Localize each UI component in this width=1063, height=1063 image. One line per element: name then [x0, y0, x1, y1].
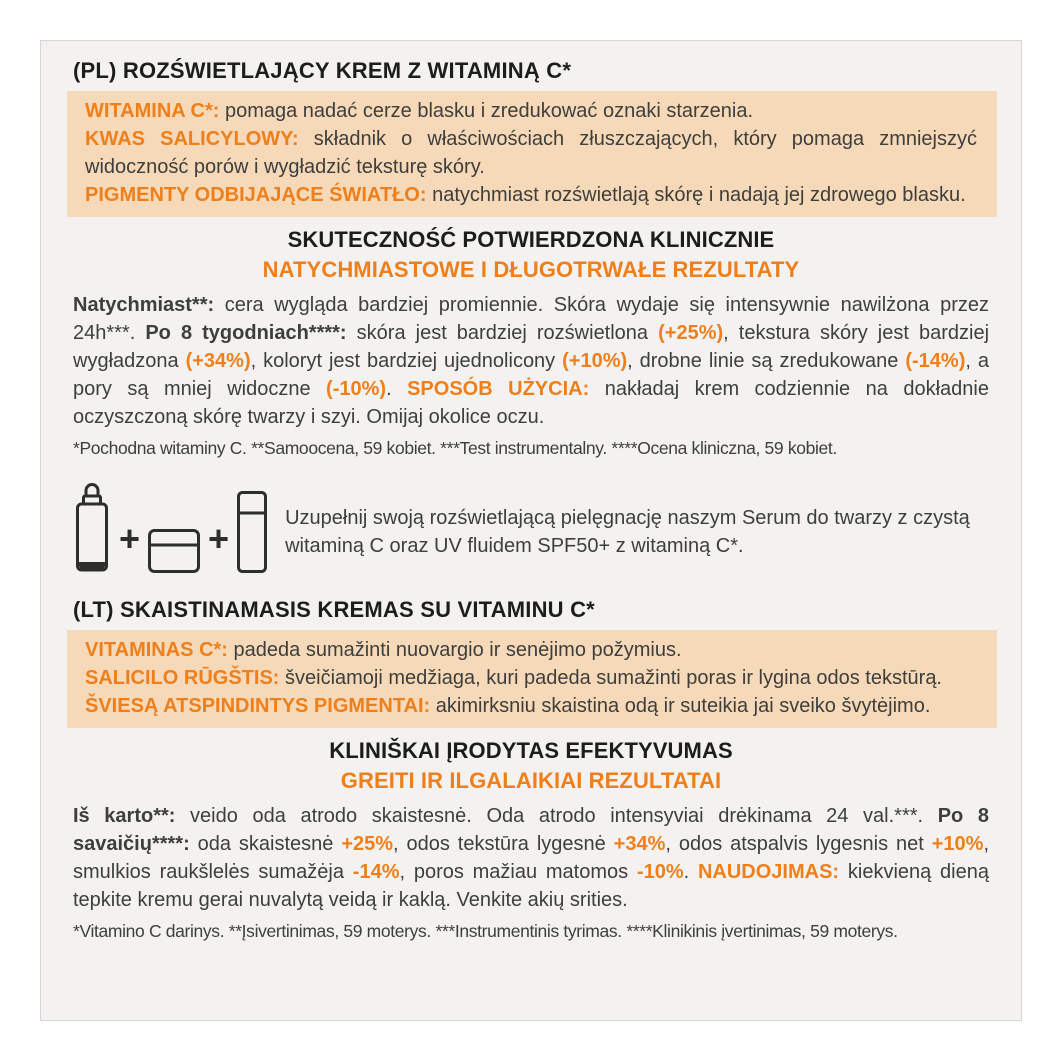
pl-section: [71, 58, 991, 573]
pl-results-paragraph: Natychmiast**: cera wygląda bardziej promiennie. Skóra wydaje się intensywnie nawilżona przez 24h***. Po 8 tygodniach****: skóra jest bardziej rozświetlona (+25%), tekstura skóry jest bardziej wygładzona (+34%), koloryt jest bardziej ujednolicony (+10%), drobne linie są zredukowane (-14%), a pory są mniej widoczne (-10%). SPOSÓB UŻYCIA: nakładaj krem codziennie na dokładnie oczyszczoną skórę twarzy i szyi. Omijaj okolice oczu.: [73, 294, 990, 429]
pl-heading: (PL) ROZŚWIETLAJĄCY KREM Z WITAMINĄ C*: [73, 58, 572, 83]
lt-claims-title: KLINIŠKAI ĮRODYTAS EFEKTYVUMAS: [329, 738, 733, 764]
lt-footnote: *Vitamino C darinys. **Įsivertinimas, 59 moterys. ***Instrumentinis tyrimas. ****Klinikinis įvertinimas, 59 moterys.: [73, 920, 898, 941]
serum-dropper-bottle-icon: [73, 481, 111, 573]
pl-claims-title: SKUTECZNOŚĆ POTWIERDZONA KLINICZNIE: [287, 227, 775, 253]
lt-ingredients-box: [67, 630, 997, 728]
label-frame: [40, 40, 1022, 1021]
routine-text: Uzupełnij swoją rozświetlającą pielęgnację naszym Serum do twarzy z czystą witaminą C oraz UV fluidem SPF50+ z witaminą C*.: [285, 506, 970, 557]
pl-ingredient-salicylic-acid: KWAS SALICYLOWY: składnik o właściwościach złuszczających, który pomaga zmniejszyć widoczność porów i wygładzić teksturę skóry.: [85, 128, 978, 179]
lt-results-paragraph: Iš karto**: veido oda atrodo skaistesnė. Oda atrodo intensyviai drėkinama 24 val.***. Po 8 savaičių****: oda skaistesnė +25%, odos tekstūra lygesnė +34%, odos atspalvis lygesnis net +10%, smulkios raukšlelės sumažėja -14%, poros mažiau matomos -10%. NAUDOJIMAS: kiekvieną dieną tepkite kremu gerai nuvalytą veidą ir kaklą. Venkite akių srities.: [73, 804, 989, 911]
plus-icon: +: [208, 517, 230, 559]
pl-ingredient-vitamin-c: WITAMINA C*: pomaga nadać cerze blasku i zredukować oznaki starzenia.: [85, 100, 754, 123]
spf-tube-icon: [237, 491, 267, 573]
lt-section: [71, 597, 991, 944]
product-icons: [73, 481, 267, 573]
pl-ingredient-pigments: PIGMENTY ODBIJAJĄCE ŚWIATŁO: natychmiast rozświetlają skórę i nadają jej zdrowego blasku.: [85, 184, 966, 207]
lt-claims-subtitle: GREITI IR ILGALAIKIAI REZULTATAI: [340, 767, 722, 793]
lt-ingredient-pigments: ŠVIESĄ ATSPINDINTYS PIGMENTAI: akimirksniu skaistina odą ir suteikia jai sveiko švytėjimo.: [85, 695, 931, 718]
plus-icon: +: [119, 517, 141, 559]
cream-jar-icon: [148, 529, 200, 573]
pl-ingredients-box: [67, 91, 997, 217]
pl-footnote: *Pochodna witaminy C. **Samoocena, 59 kobiet. ***Test instrumentalny. ****Ocena kliniczna, 59 kobiet.: [73, 438, 837, 459]
pl-claims-subtitle: NATYCHMIASTOWE I DŁUGOTRWAŁE REZULTATY: [262, 256, 800, 282]
lt-ingredient-salicylic-acid: SALICILO RŪGŠTIS: šveičiamoji medžiaga, kuri padeda sumažinti poras ir lygina odos tekstūrą.: [85, 667, 942, 690]
lt-heading: (LT) SKAISTINAMASIS KREMAS SU VITAMINU C*: [73, 596, 595, 622]
lt-ingredient-vitamin-c: VITAMINAS C*: padeda sumažinti nuovargio ir senėjimo požymius.: [85, 639, 682, 662]
routine-row: [73, 477, 989, 573]
